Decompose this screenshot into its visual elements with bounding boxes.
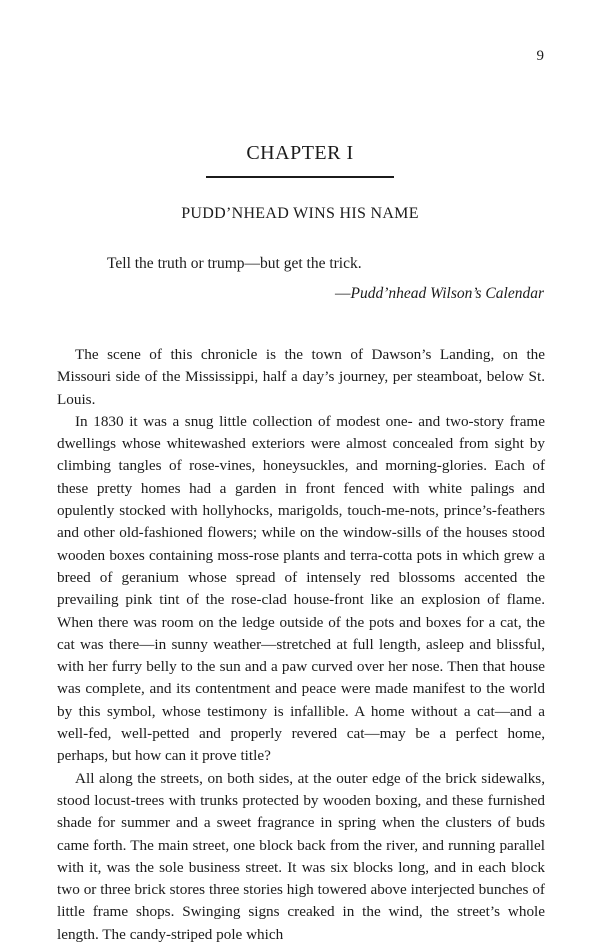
page-number: 9 — [536, 48, 544, 64]
chapter-title: CHAPTER I — [246, 142, 354, 164]
chapter-divider — [206, 176, 394, 178]
chapter-subtitle: PUDD’NHEAD WINS HIS NAME — [181, 205, 419, 222]
epigraph-attribution — [335, 285, 544, 303]
body-paragraph: The scene of this chronicle is the town of Dawson’s Landing, on the Missouri side of the Mississippi, half a day’s journey, per steamboat, below St. Louis. — [57, 346, 545, 408]
body-paragraph: All along the streets, on both sides, at the outer edge of the brick sidewalks, stood locust-trees with trunks protected by wooden boxing, and these furnished shade for summer and a sweet fragrance in spring when the clusters of buds came forth. The main street, one block back from the river, and running parallel with it, was the sole business street. It was six blocks long, and in each block two or three brick stores three stories high towered above interjected bunches of little frame shops. Swinging signs creaked in the wind, the street’s whole length. The candy-striped pole which — [57, 769, 545, 943]
chapter-body — [57, 344, 545, 946]
epigraph-source: Pudd’nhead Wilson’s Calendar — [350, 285, 544, 302]
epigraph-quote: Tell the truth or trump—but get the trick. — [107, 255, 362, 272]
body-paragraph: In 1830 it was a snug little collection of modest one- and two-story frame dwellings whose whitewashed exteriors were almost concealed from sight by climbing tangles of rose-vines, honeysuckles, and morning-glories. Each of these pretty homes had a garden in front fenced with white palings and opulently stocked with hollyhocks, marigolds, touch-me-nots, prince’s-feathers and other old-fashioned flowers; while on the window-sills of the houses stood wooden boxes containing moss-rose plants and terra-cotta pots in which grew a breed of geranium whose spread of intensely red blossoms accented the prevailing pink tint of the rose-clad house-front like an explosion of flame. When there was room on the ledge outside of the pots and boxes for a cat, the cat was there—in sunny weather—stretched at full length, asleep and blissful, with her furry belly to the sun and a paw curved over her nose. Then that house was complete, and its contentment and peace were made manifest to the world by this symbol, whose testimony is infallible. A home without a cat—and a well-fed, well-petted and properly revered cat—may be a perfect home, perhaps, but how can it prove title? — [57, 412, 545, 765]
epigraph-dash: — — [335, 285, 351, 302]
